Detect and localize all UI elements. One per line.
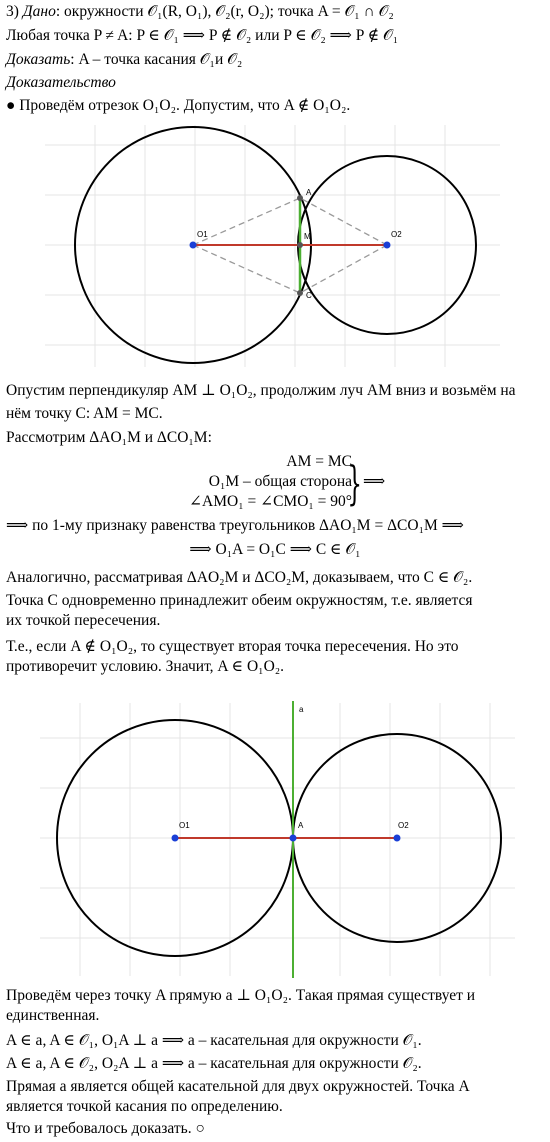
paragraph-consider: Рассмотрим ΔAO₁M и ΔCO₁M: [6, 429, 212, 446]
label-o2: O2 [391, 230, 402, 239]
proof-label: Доказательство [6, 74, 116, 91]
label-o1: O1 [197, 230, 208, 239]
label-a: A [298, 821, 304, 830]
point-o1 [172, 835, 179, 842]
figure-1 [0, 120, 550, 372]
system-line-2: O₁M – общая сторона [208, 473, 352, 490]
system-brace: } [347, 456, 362, 510]
system-implies: ⟹ [363, 473, 386, 490]
paragraph-intersection: Точка C одновременно принадлежит обеим окружностям, т.е. является их точкой пересечения. [6, 592, 473, 629]
system-line-3: ∠AMO₁ = ∠CMO₁ = 90° [189, 493, 352, 510]
paragraph-point-c: нём точку C: AM = MC. [6, 405, 163, 422]
paragraph-perpendicular: Опустим перпендикуляр AM ⊥ O₁O₂, продолжим луч AM вниз и возьмём на [6, 382, 516, 399]
problem-number: 3) [6, 3, 19, 20]
prove-text: : A – точка касания 𝒪₁и 𝒪₂ [70, 51, 243, 68]
label-c: C [306, 291, 312, 300]
label-line-a: a [299, 705, 304, 714]
condition-line: Любая точка P ≠ A: P ∈ 𝒪₁ ⟹ P ∉ 𝒪₂ или P ∈ 𝒪₂ ⟹ P ∉ 𝒪₁ [6, 27, 399, 44]
prove-line [6, 50, 546, 70]
paragraph-contradiction: Т.е., если A ∉ O₁O₂, то существует вторая точка пересечения. Но это противоречит условию. Значит, A ∈ O₁O₂. [6, 638, 459, 675]
label-m: M [304, 232, 311, 241]
paragraph-common-tangent: Прямая a является общей касательной для двух окружностей. Точка A является точкой касания по определению. [6, 1078, 469, 1115]
label-a: A [306, 188, 312, 197]
paragraph-conclusion-c: ⟹ O₁A = O₁C ⟹ C ∈ 𝒪₁ [189, 541, 361, 558]
point-o1 [190, 242, 197, 249]
point-c [297, 290, 303, 296]
paragraph-criterion: ⟹ по 1-му признаку равенства треугольников ΔAO₁M = ΔCO₁M ⟹ [6, 517, 464, 534]
prove-label: Доказать [6, 51, 71, 68]
point-o2 [394, 835, 401, 842]
label-o2: O2 [398, 821, 409, 830]
given-text: : окружности 𝒪₁(R, O₁), 𝒪₂(r, O₂); точка A = 𝒪₁ ∩ 𝒪₂ [55, 3, 394, 20]
paragraph-qed: Что и требовалось доказать. ○ [6, 1120, 205, 1137]
point-o2 [384, 242, 391, 249]
paragraph-construct-line: Проведём через точку A прямую a ⊥ O₁O₂. Такая прямая существует и единственная. [6, 987, 476, 1024]
grid [40, 703, 515, 976]
point-a [290, 835, 297, 842]
point-m [297, 242, 303, 248]
given-line [6, 2, 546, 22]
label-o1: O1 [179, 821, 190, 830]
figure-2 [0, 698, 550, 980]
bullet-line: ● Проведём отрезок O₁O₂. Допустим, что A ∉ O₁O₂. [6, 97, 351, 114]
point-a [297, 195, 303, 201]
paragraph-similarly: Аналогично, рассматривая ΔAO₂M и ΔCO₂M, доказываем, что C ∈ 𝒪₂. [6, 569, 473, 586]
system-line-1: AM = MC [286, 453, 352, 470]
paragraph-tangent-o2: A ∈ a, A ∈ 𝒪₂, O₂A ⊥ a ⟹ a – касательная для окружности 𝒪₂. [6, 1055, 422, 1072]
equation-system [150, 452, 390, 514]
paragraph-tangent-o1: A ∈ a, A ∈ 𝒪₁, O₁A ⊥ a ⟹ a – касательная для окружности 𝒪₁. [6, 1032, 422, 1049]
given-label: Дано [22, 3, 56, 20]
